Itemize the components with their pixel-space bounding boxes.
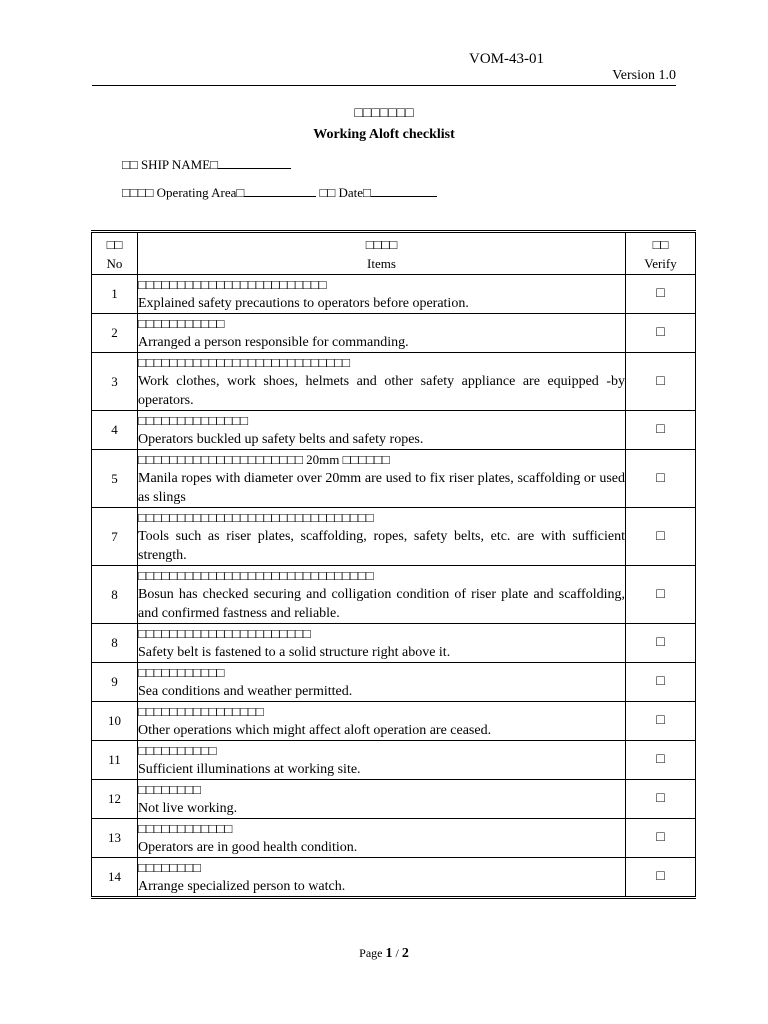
verify-checkbox[interactable]: □ (656, 869, 665, 884)
table-row (92, 314, 696, 353)
header-divider (92, 85, 676, 86)
item-text-cn: □□□□□□□□□□□□□□ (138, 413, 248, 428)
header-items-cn: □□□□ (365, 236, 398, 252)
item-text-en: Sea conditions and weather permitted. (138, 684, 353, 699)
title-chinese: □□□□□□□ (354, 106, 414, 121)
row-item (138, 566, 626, 624)
title-english: Working Aloft checklist (313, 127, 455, 142)
item-text-cn: □□□□□□□□□□□ (138, 316, 225, 331)
verify-cell (626, 858, 696, 898)
item-text-cn: □□□□□□□□□□□□□□□□ (138, 704, 264, 719)
verify-cell (626, 624, 696, 663)
header-no (92, 232, 138, 275)
row-item (138, 858, 626, 898)
verify-cell (626, 314, 696, 353)
row-item (138, 450, 626, 508)
row-number: 14 (92, 858, 138, 898)
item-text-en: Arranged a person responsible for commanding. (138, 335, 409, 350)
verify-cell (626, 353, 696, 411)
item-text-en: Other operations which might affect aloft operation are ceased. (138, 723, 492, 738)
ship-name-blank[interactable] (218, 156, 291, 169)
row-number: 11 (92, 741, 138, 780)
item-text-cn: □□□□□□□□□□□□□□□□□□□□□□□□□□□□□□ (138, 510, 374, 525)
verify-checkbox[interactable]: □ (656, 635, 665, 650)
page-number (0, 946, 768, 962)
item-text-cn: □□□□□□□□□□□□□□□□□□□□□□□□□□□□□□ (138, 568, 374, 583)
operating-area-blank[interactable] (244, 184, 316, 197)
item-text-en: Operators buckled up safety belts and safety ropes. (138, 432, 424, 447)
verify-checkbox[interactable]: □ (656, 528, 665, 544)
header-no-en: No (106, 255, 123, 271)
page-separator: / (395, 946, 399, 960)
verify-checkbox[interactable]: □ (656, 422, 665, 437)
verify-cell (626, 819, 696, 858)
item-text-en: Work clothes, work shoes, helmets and other safety appliance are equipped -by operators. (138, 374, 625, 408)
verify-checkbox[interactable]: □ (656, 830, 665, 845)
verify-cell (626, 275, 696, 314)
operating-area-label: □□□□ Operating Area□ (122, 185, 245, 200)
verify-checkbox[interactable]: □ (656, 713, 665, 728)
row-number: 3 (92, 353, 138, 411)
verify-cell (626, 508, 696, 566)
row-item (138, 624, 626, 663)
row-item (138, 411, 626, 450)
row-number: 12 (92, 780, 138, 819)
header-items (138, 232, 626, 275)
item-text-cn: □□□□□□□□ (138, 782, 201, 797)
checklist-table (91, 230, 696, 899)
row-number: 8 (92, 624, 138, 663)
verify-cell (626, 741, 696, 780)
verify-cell (626, 450, 696, 508)
item-text-cn: □□□□□□□□□□ (138, 743, 217, 758)
verify-checkbox[interactable]: □ (656, 373, 665, 389)
verify-checkbox[interactable]: □ (656, 586, 665, 602)
page-label: Page (359, 946, 383, 960)
item-text-en: Sufficient illuminations at working site. (138, 762, 361, 777)
item-text-cn: □□□□□□□□□□□□ (138, 821, 233, 836)
item-text-cn: □□□□□□□□□□□□□□□□□□□□□□□□ (138, 277, 327, 292)
item-text-en: Operators are in good health condition. (138, 840, 358, 855)
row-item (138, 780, 626, 819)
row-item (138, 702, 626, 741)
table-header-row (92, 232, 696, 275)
date-blank[interactable] (371, 184, 437, 197)
row-item (138, 741, 626, 780)
item-text-en: Safety belt is fastened to a solid structure right above it. (138, 645, 451, 660)
table-row (92, 702, 696, 741)
table-row (92, 566, 696, 624)
date-label: □□ Date□ (319, 185, 371, 200)
table-row (92, 819, 696, 858)
item-text-en: Manila ropes with diameter over 20mm are used to fix riser plates, scaffolding or used as slings (138, 471, 625, 505)
verify-cell (626, 566, 696, 624)
header-no-cn: □□ (106, 236, 123, 252)
document-version: Version 1.0 (612, 68, 676, 83)
ship-name-field (122, 156, 291, 173)
header-verify-cn: □□ (652, 236, 669, 252)
verify-checkbox[interactable]: □ (656, 752, 665, 767)
table-row (92, 411, 696, 450)
item-text-en: Tools such as riser plates, scaffolding, ropes, safety belts, etc. are with sufficient strength. (138, 529, 625, 563)
row-number: 2 (92, 314, 138, 353)
verify-checkbox[interactable]: □ (656, 674, 665, 689)
row-number: 9 (92, 663, 138, 702)
table-row (92, 508, 696, 566)
document-code: VOM-43-01 (469, 51, 544, 67)
verify-checkbox[interactable]: □ (656, 325, 665, 340)
item-text-en: Not live working. (138, 801, 238, 816)
table-row (92, 275, 696, 314)
row-item (138, 353, 626, 411)
verify-cell (626, 702, 696, 741)
row-number: 7 (92, 508, 138, 566)
page-current: 1 (385, 946, 393, 961)
area-date-fields (122, 184, 437, 201)
item-text-en: Arrange specialized person to watch. (138, 879, 346, 894)
item-text-en: Bosun has checked securing and colligation condition of riser plate and scaffolding, and confirmed fastness and reliable. (138, 587, 625, 621)
verify-checkbox[interactable]: □ (656, 286, 665, 301)
verify-checkbox[interactable]: □ (656, 470, 665, 486)
table-row (92, 624, 696, 663)
item-text-cn: □□□□□□□□ (138, 860, 201, 875)
row-number: 5 (92, 450, 138, 508)
row-number: 4 (92, 411, 138, 450)
row-number: 8 (92, 566, 138, 624)
row-number: 1 (92, 275, 138, 314)
header-items-en: Items (367, 255, 396, 271)
item-text-cn: □□□□□□□□□□□□□□□□□□□□□□□□□□□ (138, 355, 351, 370)
table-row (92, 741, 696, 780)
item-text-cn: □□□□□□□□□□□ (138, 665, 225, 680)
verify-checkbox[interactable]: □ (656, 791, 665, 806)
row-item (138, 314, 626, 353)
table-row (92, 450, 696, 508)
table-row (92, 858, 696, 898)
header-verify (626, 232, 696, 275)
table-row (92, 353, 696, 411)
item-text-cn: □□□□□□□□□□□□□□□□□□□□□ 20mm □□□□□□ (138, 452, 390, 467)
row-item (138, 819, 626, 858)
table-row (92, 780, 696, 819)
row-item (138, 663, 626, 702)
row-number: 10 (92, 702, 138, 741)
verify-cell (626, 663, 696, 702)
header-verify-en: Verify (644, 255, 677, 271)
verify-cell (626, 780, 696, 819)
item-text-en: Explained safety precautions to operators before operation. (138, 296, 469, 311)
row-item (138, 508, 626, 566)
page-total: 2 (401, 946, 409, 961)
ship-name-label: □□ SHIP NAME□ (122, 157, 219, 172)
verify-cell (626, 411, 696, 450)
row-item (138, 275, 626, 314)
item-text-cn: □□□□□□□□□□□□□□□□□□□□□□ (138, 626, 311, 641)
table-row (92, 663, 696, 702)
row-number: 13 (92, 819, 138, 858)
